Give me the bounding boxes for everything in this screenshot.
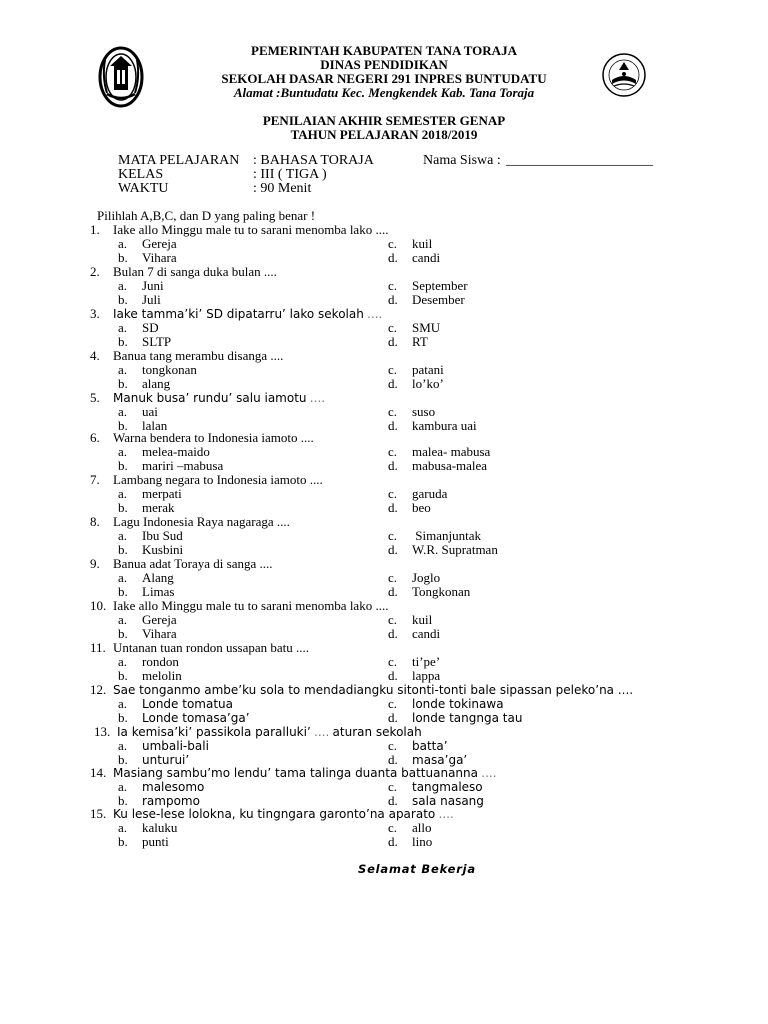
option-d: d. sala nasang: [388, 793, 484, 808]
option-b: b. alang: [118, 376, 171, 391]
option-c: c. Joglo: [388, 570, 441, 585]
question-10: 10. Iake allo Minggu male tu to sarani menomba lako ....: [90, 598, 389, 613]
student-name-blank: _____________________: [506, 153, 653, 168]
option-c: c. September: [388, 278, 468, 293]
option-d: d. masa’ga’: [388, 752, 468, 767]
option-d: d. candi: [388, 250, 441, 265]
question-15: 15. Ku lese-lese lolokna, ku tingngara garonto’na aparato ....: [90, 806, 454, 821]
question-12: 12. Sae tonganmo ambe’ku sola to mendadiangku sitonti-tonti bale sipassan peleko’na ....: [90, 682, 634, 697]
option-c: c. SMU: [388, 320, 441, 335]
subject-label: MATA PELAJARAN: [118, 153, 240, 168]
option-c: c. patani: [388, 362, 444, 377]
question-3: 3. Iake tamma’ki’ SD dipatarru’ lako sekolah ....: [90, 306, 383, 321]
option-b: b. SLTP: [118, 334, 172, 349]
option-b: b. mariri –mabusa: [118, 458, 224, 473]
question-7: 7. Lambang negara to Indonesia iamoto ....: [90, 472, 323, 487]
option-c: c. tangmaleso: [388, 779, 483, 794]
option-a: a. Gereja: [118, 612, 177, 627]
option-a: a. tongkonan: [118, 362, 197, 377]
option-d: d. candi: [388, 626, 441, 641]
option-d: d. RT: [388, 334, 428, 349]
option-b: b. Vihara: [118, 250, 177, 265]
closing-text: Selamat Bekerja: [357, 862, 476, 876]
option-a: a. umbali-bali: [118, 738, 209, 753]
question-8: 8. Lagu Indonesia Raya nagaraga ....: [90, 514, 290, 529]
option-a: a. kaluku: [118, 820, 178, 835]
option-b: b. merak: [118, 500, 175, 515]
option-b: b. Londe tomasa’ga’: [118, 710, 250, 725]
student-name-label: Nama Siswa :: [423, 153, 501, 168]
option-a: a. Gereja: [118, 236, 177, 251]
option-a: a. merpati: [118, 486, 182, 501]
option-a: a. Londe tomatua: [118, 696, 233, 711]
option-d: d. kambura uai: [388, 418, 477, 433]
option-a: a. melea-maido: [118, 444, 210, 459]
option-b: b. melolin: [118, 668, 182, 683]
question-13: 13. Ia kemisa’ki’ passikola paralluki’ .... aturan sekolah: [94, 724, 422, 739]
question-11: 11. Untanan tuan rondon ussapan batu ....: [90, 640, 310, 655]
instruction-text: Pilihlah A,B,C, dan D yang paling benar !: [97, 208, 316, 223]
class-label: KELAS: [118, 167, 164, 182]
option-d: d. lino: [388, 834, 433, 849]
question-4: 4. Banua tang merambu disanga ....: [90, 348, 284, 363]
time-value: : 90 Menit: [253, 181, 312, 196]
option-a: a. uai: [118, 404, 158, 419]
class-value: : III ( TIGA ): [253, 167, 327, 182]
question-6: 6. Warna bendera to Indonesia iamoto ....: [90, 430, 314, 445]
option-d: d. lo’ko’: [388, 376, 444, 391]
option-c: c. batta’: [388, 738, 448, 753]
option-d: d. mabusa-malea: [388, 458, 488, 473]
option-c: c. allo: [388, 820, 432, 835]
option-a: a. rondon: [118, 654, 179, 669]
option-c: c. londe tokinawa: [388, 696, 504, 711]
option-d: d. londe tangnga tau: [388, 710, 523, 725]
question-2: 2. Bulan 7 di sanga duka bulan ....: [90, 264, 277, 279]
option-c: c. Simanjuntak: [388, 528, 481, 543]
question-1: 1. Iake allo Minggu male tu to sarani menomba lako ....: [90, 222, 389, 237]
option-c: c. kuil: [388, 612, 433, 627]
option-a: a. malesomo: [118, 779, 205, 794]
option-a: a. Juni: [118, 278, 164, 293]
option-a: a. Ibu Sud: [118, 528, 183, 543]
subject-value: : BAHASA TORAJA: [253, 153, 374, 168]
exam-title: PENILAIAN AKHIR SEMESTER GENAP: [262, 113, 506, 128]
option-a: a. SD: [118, 320, 159, 335]
option-b: b. rampomo: [118, 793, 200, 808]
option-d: d. beo: [388, 500, 431, 515]
option-d: d. lappa: [388, 668, 441, 683]
option-b: b. lalan: [118, 418, 168, 433]
option-c: c. garuda: [388, 486, 448, 501]
header-department: DINAS PENDIDIKAN: [320, 57, 448, 72]
option-b: b. unturui’: [118, 752, 190, 767]
option-b: b. Vihara: [118, 626, 177, 641]
option-c: c. suso: [388, 404, 436, 419]
option-d: d. W.R. Supratman: [388, 542, 498, 557]
time-label: WAKTU: [118, 181, 169, 196]
option-a: a. Alang: [118, 570, 174, 585]
option-b: b. Kusbini: [118, 542, 184, 557]
question-14: 14. Masiang sambu’mo lendu’ tama talinga duanta battuananna ....: [90, 765, 497, 780]
option-d: d. Tongkonan: [388, 584, 471, 599]
option-c: c. ti’pe’: [388, 654, 441, 669]
option-b: b. punti: [118, 834, 169, 849]
option-c: c. malea- mabusa: [388, 444, 491, 459]
option-d: d. Desember: [388, 292, 465, 307]
education-ministry-logo: [600, 52, 648, 98]
exam-year: TAHUN PELAJARAN 2018/2019: [290, 127, 478, 142]
question-5: 5. Manuk busa’ rundu’ salu iamotu ....: [90, 390, 326, 405]
option-c: c. kuil: [388, 236, 433, 251]
header-address: Alamat :Buntudatu Kec. Mengkendek Kab. Tana Toraja: [233, 85, 535, 100]
option-b: b. Limas: [118, 584, 175, 599]
option-b: b. Juli: [118, 292, 161, 307]
header-school: SEKOLAH DASAR NEGERI 291 INPRES BUNTUDATU: [221, 71, 547, 86]
header-government: PEMERINTAH KABUPATEN TANA TORAJA: [251, 43, 517, 58]
question-9: 9. Banua adat Toraya di sanga ....: [90, 556, 273, 571]
